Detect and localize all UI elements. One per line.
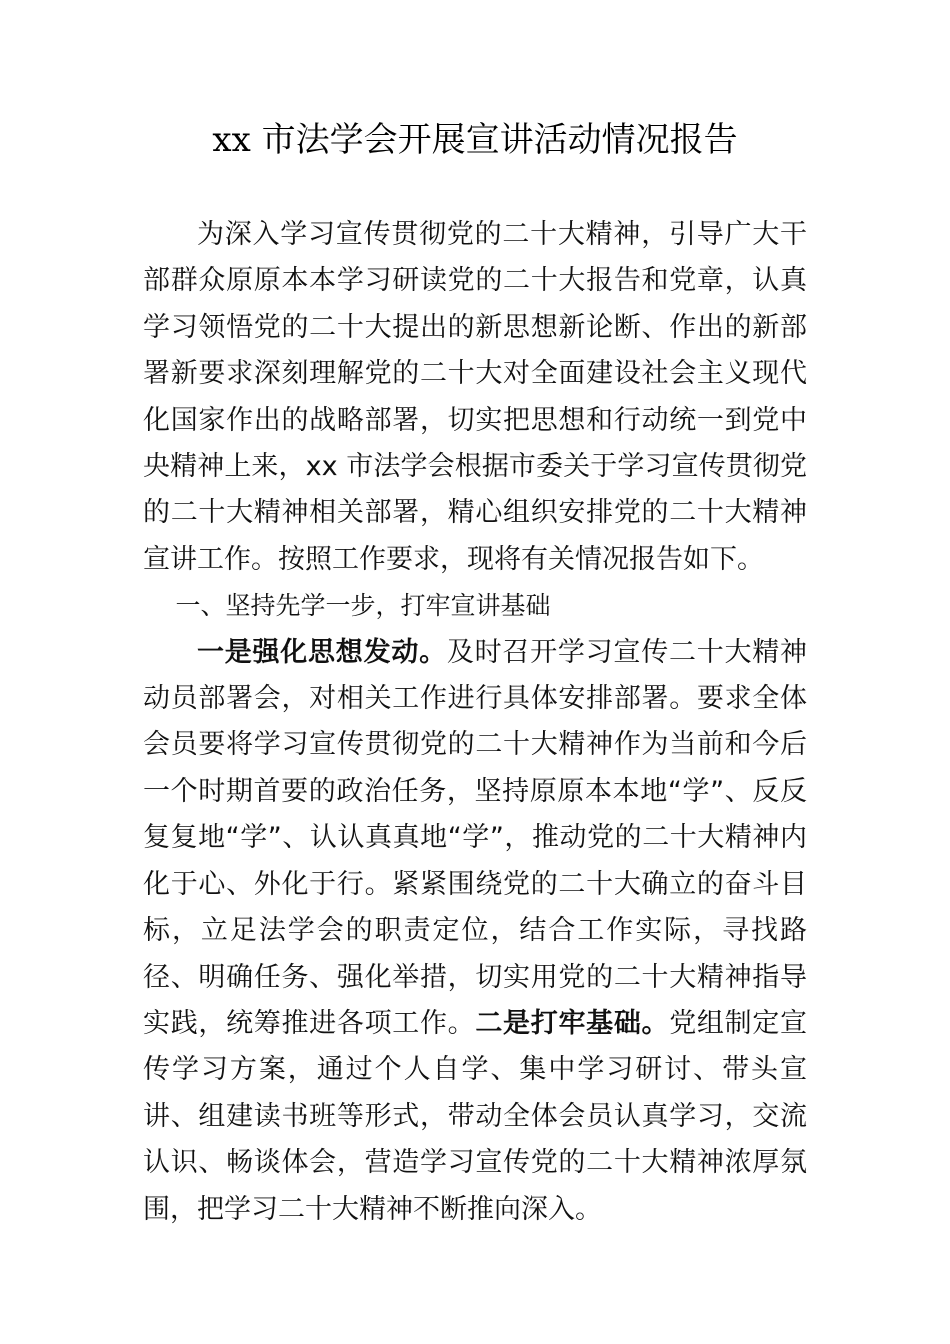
- point2-text: 党组制定宣传学习方案，通过个人自学、集中学习研讨、带头宣讲、组建读书班等形式，带动全体会员认真学习，交流认识、畅谈体会，营造学习宣传党的二十大精神浓厚氛围，把学习二十大精神不断推向深入。: [143, 1007, 808, 1225]
- section-paragraph: [143, 630, 807, 1233]
- section-heading: 一、坚持先学一步，打牢宣讲基础: [175, 591, 551, 621]
- point1-title: 一是强化思想发动。: [197, 636, 447, 668]
- document-title: xx 市法学会开展宣讲活动情况报告: [212, 120, 738, 160]
- point2-title: 二是打牢基础。: [475, 1007, 670, 1039]
- intro-paragraph: 为深入学习宣传贯彻党的二十大精神，引导广大干部群众原原本本学习研读党的二十大报告和党章，认真学习领悟党的二十大提出的新思想新论断、作出的新部署新要求深刻理解党的二十大对全面建设社会主义现代化国家作出的战略部署，切实把思想和行动统一到党中央精神上来，xx 市法学会根据市委关于学习宣传贯彻党的二十大精神相关部署，精心组织安排党的二十大精神宣讲工作。按照工作要求，现将有关情况报告如下。: [143, 219, 807, 575]
- point1-text: 及时召开学习宣传二十大精神动员部署会，对相关工作进行具体安排部署。要求全体会员要将学习宣传贯彻党的二十大精神作为当前和今后一个时期首要的政治任务，坚持原原本本地“学”、反反复复地“学”、认认真真地“学”，推动党的二十大精神内化于心、外化于行。紧紧围绕党的二十大确立的奋斗目标，立足法学会的职责定位，结合工作实际，寻找路径、明确任务、强化举措，切实用党的二十大精神指导实践，统筹推进各项工作。: [143, 636, 808, 1039]
- document-body: [143, 212, 807, 1233]
